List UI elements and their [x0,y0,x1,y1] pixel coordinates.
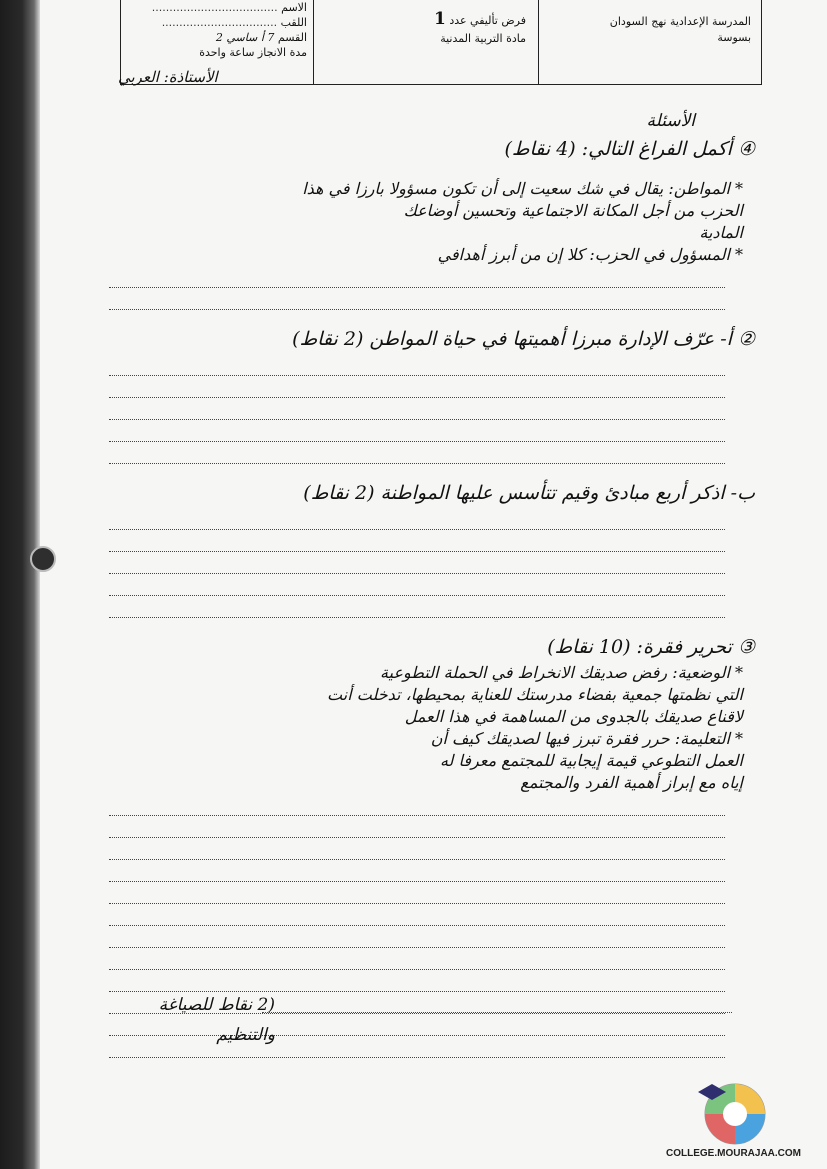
answer-line[interactable] [109,266,725,288]
q3-line-2: التي نظمتها جمعية بفضاء مدرستك للعناية بمحيطها، تدخلت أنت [327,685,743,704]
answer-line[interactable] [109,794,725,816]
answer-line[interactable] [262,1012,732,1013]
answer-line[interactable] [109,574,725,596]
subject: مادة التربية المدنية [440,32,526,45]
presentation-note-line2: والتنظيم [216,1025,275,1045]
q3-line-1: * الوضعية: رفض صديقك الانخراط في الحملة التطوعية [380,663,743,682]
presentation-note [95,990,275,1050]
answer-line[interactable] [109,530,725,552]
school-city: بسوسة [717,31,751,44]
answer-line[interactable] [109,970,725,992]
test-title-row [314,10,526,30]
site-url: COLLEGE.MOURAJAA.COM [666,1148,801,1159]
answer-line[interactable] [109,948,725,970]
name-label: الاسم [281,1,307,14]
q1-title: ④ أكمل الفراغ التالي: (4 نقاط) [504,138,755,160]
q2a-title: ② أ- عرّف الإدارة مبرزا أهميتها في حياة المواطن (2 نقاط) [292,328,755,350]
answer-line[interactable] [109,442,725,464]
answer-line[interactable] [109,354,725,376]
q3-title: ③ تحرير فقرة: (10 نقاط) [547,636,755,658]
class-row [125,30,307,45]
q3-line-6: إياه مع إبراز أهمية الفرد والمجتمع [520,773,743,792]
answer-line[interactable] [109,420,725,442]
answer-line[interactable] [109,508,725,530]
answer-line[interactable] [109,398,725,420]
answer-line[interactable] [109,376,725,398]
test-cell [313,0,538,84]
teacher-name: الأستاذة: العربي [118,68,218,86]
scan-edge [0,0,40,1169]
questions-heading: الأسئلة [646,111,695,131]
class-value: 7 أ ساسي 2 [215,31,275,44]
site-logo-icon [690,1072,780,1150]
class-label: القسم [277,31,307,44]
q1-line-1: * المواطن: يقال في شك سعيت إلى أن تكون مسؤولا بارزا في هذا [302,179,743,198]
answer-line[interactable] [109,552,725,574]
school-cell [538,0,761,84]
answer-line[interactable] [109,882,725,904]
answer-line[interactable] [109,816,725,838]
q3-line-5: العمل التطوعي قيمة إيجابية للمجتمع معرفا له [439,751,743,770]
school-name: المدرسة الإعدادية نهج السودان [609,15,751,28]
test-number: 1 [433,9,446,29]
presentation-note-line1: (2 نقاط للصياغة [158,995,275,1015]
answer-line[interactable] [109,838,725,860]
test-title: فرض تأليفي عدد [449,14,526,27]
answer-line[interactable] [109,288,725,310]
q1-line-3: المادية [699,223,743,242]
name-row: الاسم .................................... [151,1,307,14]
q2b-title: ب- اذكر أربع مبادئ وقيم تتأسس عليها المواطنة (2 نقاط) [303,482,755,504]
q1-line-2: الحزب من أجل المكانة الاجتماعية وتحسين أوضاعك [403,201,743,220]
surname-label: اللقب [280,16,307,29]
answer-line[interactable] [109,860,725,882]
punch-hole [30,546,56,572]
answer-line[interactable] [109,904,725,926]
duration: مدة الانجاز ساعة واحدة [199,46,307,59]
exam-body [95,108,755,1058]
q3-line-3: لاقناع صديقك بالجدوى من المساهمة في هذا العمل [404,707,743,726]
surname-row: اللقب ................................. [161,16,307,29]
answer-line[interactable] [109,926,725,948]
q1-line-4: * المسؤول في الحزب: كلا إن من أبرز أهدافي [437,245,743,264]
q3-line-4: * التعليمة: حرر فقرة تبرز فيها لصديقك كيف أن [430,729,743,748]
answer-line[interactable] [109,596,725,618]
